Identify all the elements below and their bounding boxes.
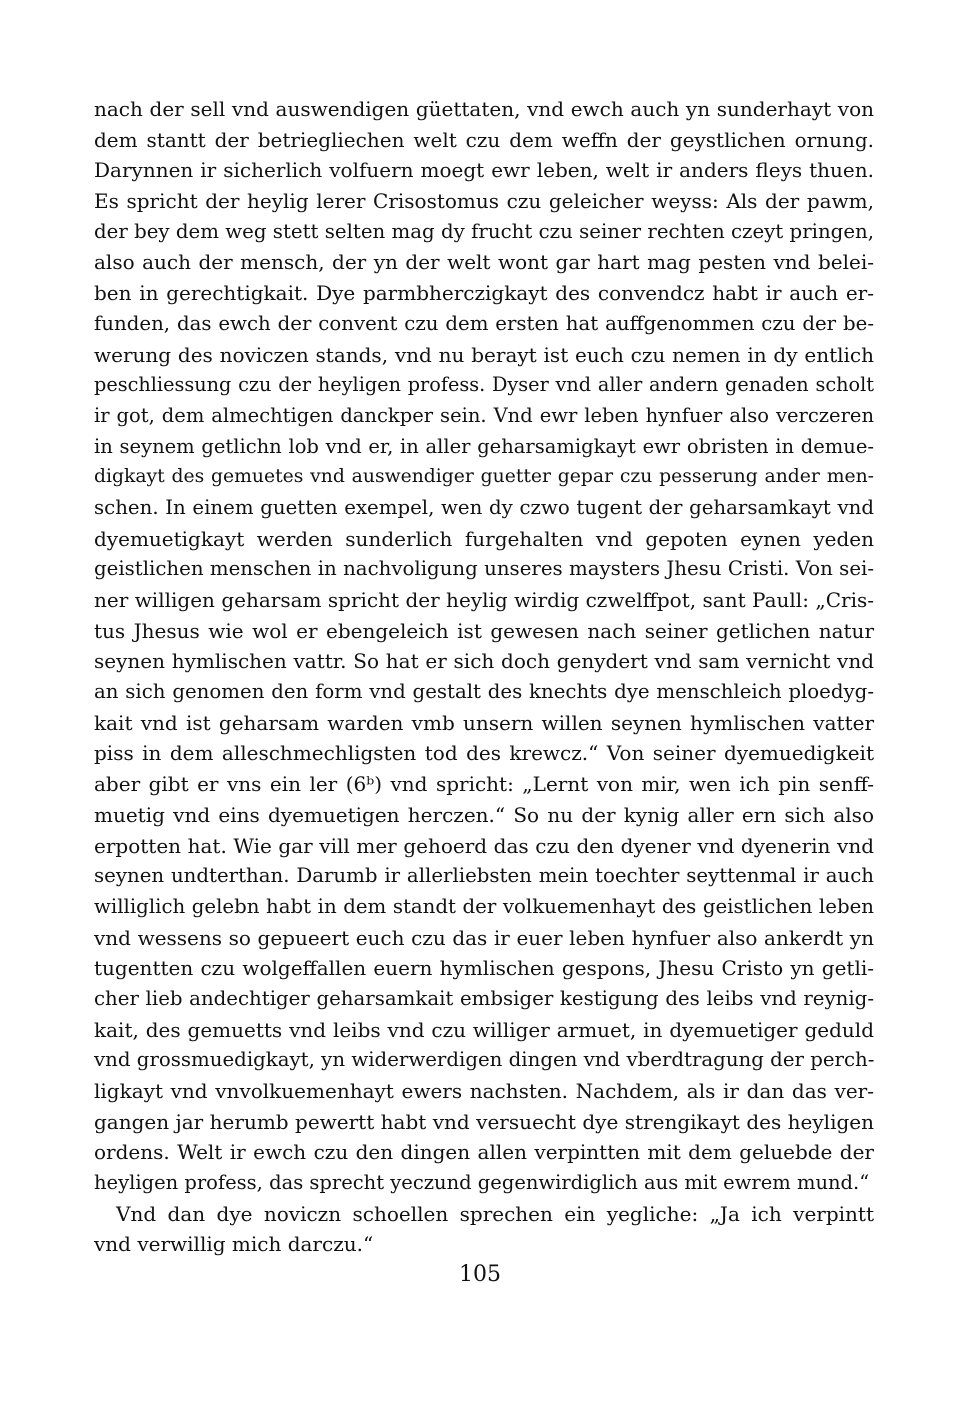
text-line: piss in dem alleschmechligsten tod des krewcz.“ Von seiner dyemuedigkeit [94, 741, 874, 766]
text-line: kait vnd ist geharsam warden vmb unsern willen seynen hymlischen vatter [94, 710, 874, 735]
text-line: dem stantt der betriegliechen welt czu dem weffn der geystlichen ornung. [94, 127, 874, 152]
text-line: ordens. Welt ir ewch czu den dingen allen verpintten mit dem geluebde der [94, 1140, 874, 1165]
text-line: funden, das ewch der convent czu dem ersten hat auffgenommen czu der be- [94, 311, 874, 335]
text-line: also auch der mensch, der yn der welt wont gar hart mag pesten vnd belei- [94, 250, 874, 275]
text-line: Es spricht der heylig lerer Crisostomus czu geleicher weyss: Als der pawm, [94, 189, 874, 214]
text-line: heyligen profess, das sprecht yeczund gegenwirdiglich aus mit ewrem mund.“ [94, 1171, 870, 1195]
text-line: nach der sell vnd auswendigen güettaten, vnd ewch auch yn sunderhayt von [94, 97, 874, 121]
text-line: vnd verwillig mich darczu.“ [94, 1232, 374, 1257]
text-line: aber gibt er vns ein ler (6ᵇ) vnd spricht: „Lernt von mir, wen ich pin senff- [94, 772, 874, 797]
text-line: ner willigen geharsam spricht der heylig wirdig czwelffpot, sant Paull: „Cris- [94, 588, 874, 612]
text-line: in seynem getlichn lob vnd er, in aller geharsamigkayt ewr obristen in demue- [94, 434, 874, 458]
text-line: kait, des gemuetts vnd leibs vnd czu williger armuet, in dyemuetiger geduld [94, 1017, 874, 1042]
text-line: tus Jhesus wie wol er ebengeleich ist gewesen nach seiner getlichen natur [94, 618, 874, 643]
text-line: an sich genomen den form vnd gestalt des knechts dye menschleich ploedyg- [94, 680, 874, 704]
text-line: williglich gelebn habt in dem standt der volkuemenhayt des geistlichen leben [94, 894, 874, 918]
text-line: werung des noviczen stands, vnd nu berayt ist euch czu nemen in dy entlich [94, 342, 874, 367]
text-line: seynen undterthan. Darumb ir allerliebsten mein toechter seyttenmal ir auch [94, 864, 874, 888]
text-line: schen. In einem guetten exempel, wen dy czwo tugent der geharsamkayt vnd [94, 495, 874, 519]
text-line: Darynnen ir sicherlich volfuern moegt ewr leben, welt ir anders fleys thuen. [94, 158, 874, 183]
text-line: der bey dem weg stett selten mag dy frucht czu seiner rechten czeyt pringen, [94, 219, 874, 243]
text-line: tugentten czu wolgeffallen euern hymlischen gespons, Jhesu Cristo yn getli- [94, 956, 874, 981]
text-line: ben in gerechtigkait. Dye parmbherczigkayt des convendcz habt ir auch er- [94, 281, 874, 306]
text-line: dyemuetigkayt werden sunderlich furgehalten vnd gepoten eynen yeden [94, 526, 874, 551]
text-line: cher lieb andechtiger geharsamkait embsiger kestigung des leibs vnd reynig- [94, 986, 874, 1010]
text-line: ligkayt vnd vnvolkuemenhayt ewers nachsten. Nachdem, als ir dan das ver- [94, 1079, 874, 1103]
text-line: Vnd dan dye noviczn schoellen sprechen ein yegliche: „Ja ich verpintt [116, 1201, 874, 1226]
text-line: erpotten hat. Wie gar vill mer gehoerd das czu den dyener vnd dyenerin vnd [94, 833, 874, 858]
text-line: seynen hymlischen vattr. So hat er sich doch genydert vnd sam vernicht vnd [94, 649, 874, 674]
text-line: vnd grossmuedigkayt, yn widerwerdigen dingen vnd vberdtragung der perch- [94, 1048, 875, 1072]
body-text [94, 94, 874, 1260]
text-line: muetig vnd eins dyemuetigen herczen.“ So nu der kynig aller ern sich also [94, 802, 874, 827]
text-line: ir got, dem almechtigen danckper sein. Vnd ewr leben hynfuer also verczeren [94, 403, 874, 427]
text-line: gangen jar herumb pewertt habt vnd versuecht dye strengikayt des heyligen [94, 1109, 874, 1134]
text-line: peschliessung czu der heyligen profess. Dyser vnd aller andern genaden scholt [94, 373, 874, 397]
text-line: vnd wessens so gepueert euch czu das ir euer leben hynfuer also ankerdt yn [94, 925, 874, 950]
text-line: geistlichen menschen in nachvoligung unseres maysters Jhesu Cristi. Von sei- [94, 557, 874, 581]
page-number: 105 [459, 1262, 501, 1287]
text-line: digkayt des gemuetes vnd auswendiger guetter gepar czu pesserung ander men- [94, 466, 874, 488]
